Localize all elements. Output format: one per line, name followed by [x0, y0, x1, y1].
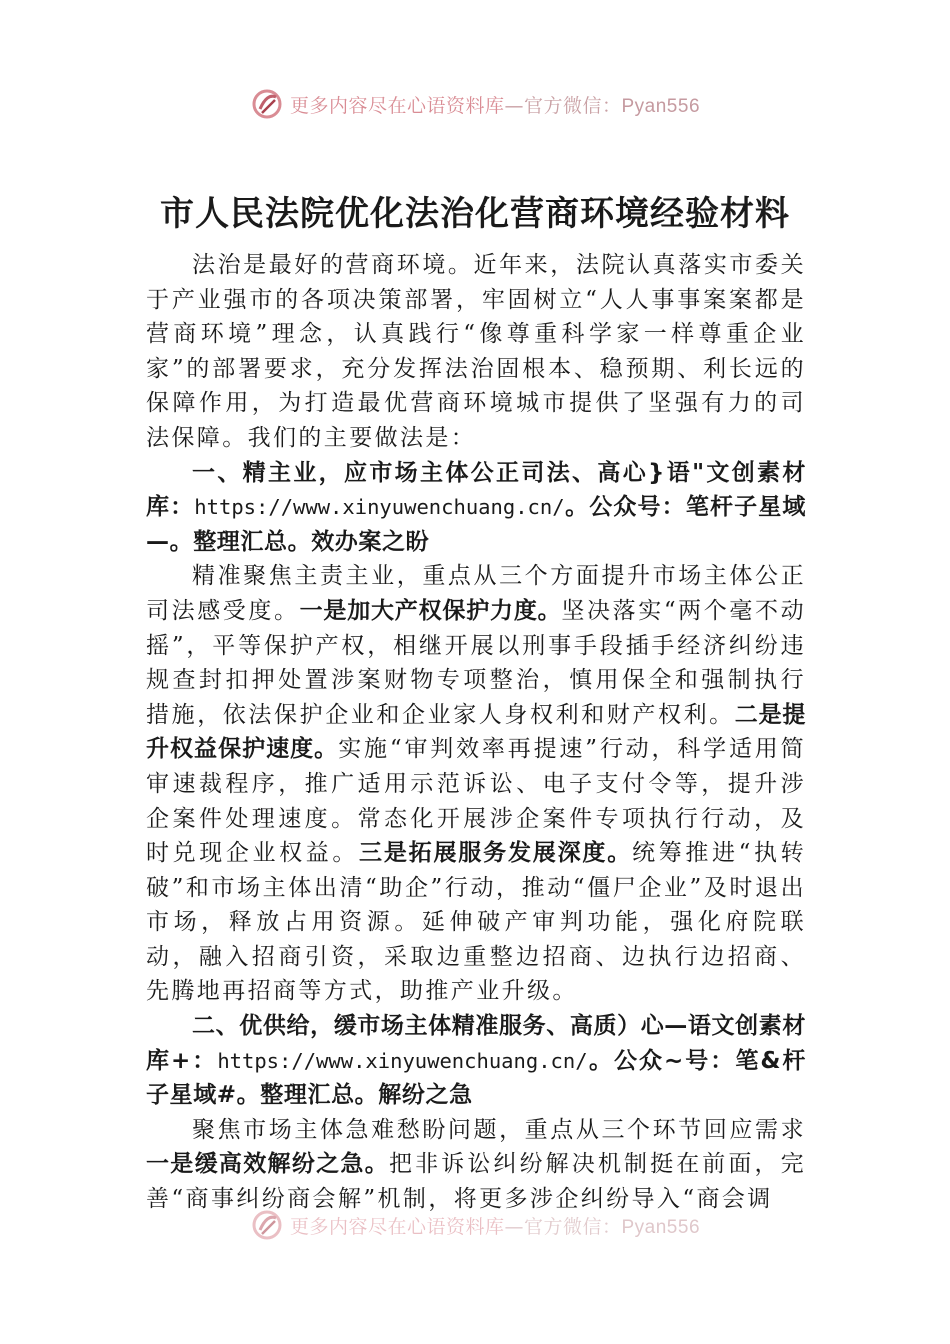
- url-link: https://www.xinyuwenchuang.cn/: [194, 495, 565, 520]
- paragraph-section-1: 精准聚焦主责主业，重点从三个方面提升市场主体公正司法感受度。一是加大产权保护力度。坚决落实“两个毫不动摇”，平等保护产权，相继开展以刑事手段插手经济纠纷违规查封扣押处置涉案财物专项整治，慎用保全和强制执行措施，依法保护企业和企业家人身权利和财产权利。二是提升权益保护速度。实施“审判效率再提速”行动，科学适用简审速裁程序，推广适用示范诉讼、电子支付令等，提升涉企案件处理速度。常态化开展涉企案件专项执行行动，及时兑现企业权益。三是拓展服务发展深度。统筹推进“执转破”和市场主体出清“助企”行动，推动“僵尸企业”及时退出市场，释放占用资源。延伸破产审判功能，强化府院联动，融入招商引资，采取边重整边招商、边执行边招商、先腾地再招商等方式，助推产业升级。: [146, 563, 806, 1005]
- watermark-text: 更多内容尽在心语资料库—官方微信：Pyan556: [289, 1215, 701, 1238]
- watermark-text: 更多内容尽在心语资料库—官方微信：Pyan556: [289, 94, 701, 117]
- heading-section-2: 二、优供给，缓市场主体精准服务、高质）心—语文创素材库+：https://www.xinyuwenchuang.cn/。公众~号：笔&杆子星域#。整理汇总。解纷之急: [146, 1013, 806, 1109]
- paragraph-section-2: 聚焦市场主体急难愁盼问题，重点从三个环节回应需求一是缓高效解纷之急。把非诉讼纠纷解决机制挺在前面，完善“商事纠纷商会解”机制，将更多涉企纠纷导入“商会调: [146, 1116, 807, 1213]
- logo-icon: [250, 1208, 284, 1242]
- document-body: [146, 248, 806, 1217]
- heading-section-1: 一、精主业，应市场主体公正司法、高心}语"文创素材库：https://www.xinyuwenchuang.cn/。公众号：笔杆子星域—。整理汇总。效办案之盼: [146, 459, 807, 555]
- paragraph-intro: 法治是最好的营商环境。近年来，法院认真落实市委关于产业强市的各项决策部署，牢固树立“人人事事案案都是营商环境”理念，认真践行“像尊重科学家一样尊重企业家”的部署要求，充分发挥法治固根本、稳预期、利长远的保障作用，为打造最优营商环境城市提供了坚强有力的司法保障。我们的主要做法是：: [146, 252, 806, 451]
- url-link: https://www.xinyuwenchuang.cn/: [217, 1048, 588, 1073]
- logo-icon: [250, 87, 284, 121]
- watermark-footer: [0, 1205, 950, 1245]
- document-title: 市人民法院优化法治化营商环境经验材料: [160, 194, 790, 234]
- watermark-header: [0, 84, 950, 124]
